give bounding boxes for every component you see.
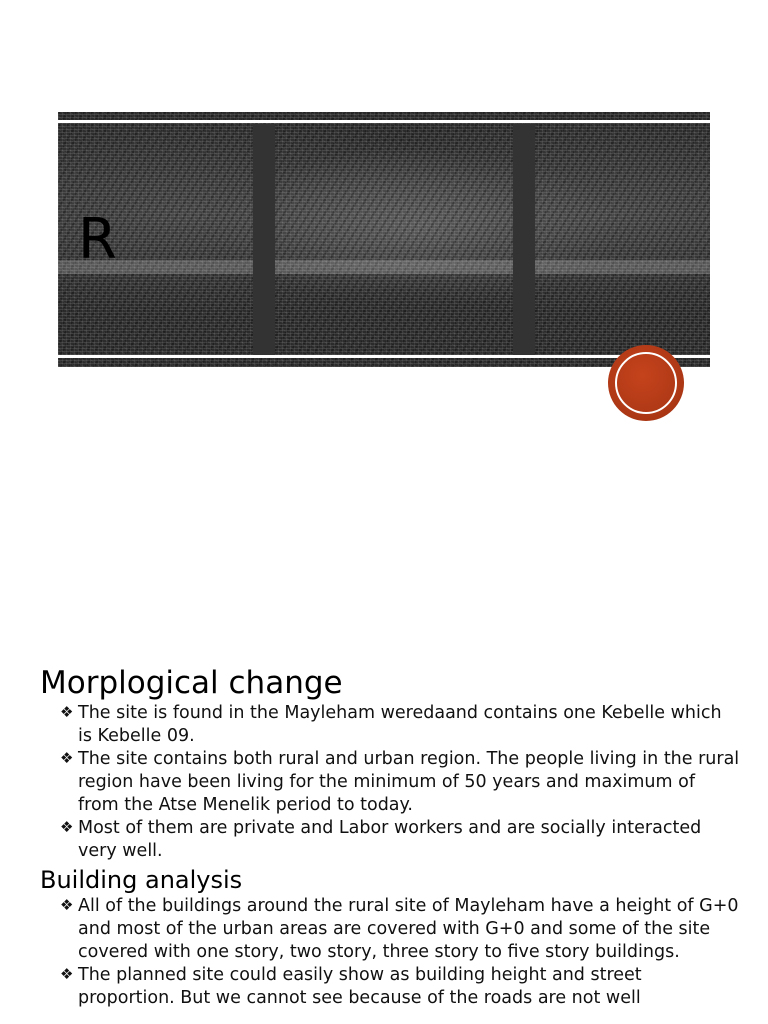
list-item-text: All of the buildings around the rural site of Mayleham have a height of G+0 and most of the urban areas are covered with G+0 and some of the site covered with one story, two story, three story to five story buildings. bbox=[78, 896, 739, 962]
diamond-bullet-icon: ❖ bbox=[60, 965, 74, 983]
list-item bbox=[40, 817, 740, 863]
slide-body bbox=[40, 664, 740, 1010]
diamond-bullet-icon: ❖ bbox=[60, 818, 74, 836]
list-item-text: The planned site could easily show as building height and street proportion. But we cannot see because of the roads are not well bbox=[78, 965, 642, 1008]
section-heading-building-analysis: Building analysis bbox=[40, 866, 243, 894]
list-item-text: The site contains both rural and urban region. The people living in the rural region have been living for the minimum of 50 years and maximum of from the Atse Menelik period to today. bbox=[78, 749, 740, 815]
list-item bbox=[40, 748, 740, 817]
diamond-bullet-icon: ❖ bbox=[60, 896, 74, 914]
diamond-bullet-icon: ❖ bbox=[60, 749, 74, 767]
banner-vertical-band bbox=[253, 124, 275, 355]
section-heading-morphological-change: Morplogical change bbox=[40, 665, 343, 701]
list-item bbox=[40, 895, 740, 964]
accent-circle-ring bbox=[615, 352, 677, 414]
title-banner bbox=[58, 112, 710, 367]
bullet-list-morphological-change bbox=[40, 702, 740, 863]
banner-bottom-rule bbox=[58, 355, 710, 358]
list-item-text: The site is found in the Mayleham weredaand contains one Kebelle which is Kebelle 09. bbox=[78, 703, 722, 746]
accent-circle-icon bbox=[608, 345, 684, 421]
banner-texture-strip bbox=[58, 260, 710, 274]
slide-title: R bbox=[78, 207, 117, 272]
list-item bbox=[40, 964, 740, 1010]
banner-top-rule bbox=[58, 120, 710, 123]
diamond-bullet-icon: ❖ bbox=[60, 703, 74, 721]
bullet-list-building-analysis bbox=[40, 895, 740, 1010]
list-item-text: Most of them are private and Labor workers and are socially interacted very well. bbox=[78, 818, 702, 861]
banner-vertical-band bbox=[513, 124, 535, 355]
list-item bbox=[40, 702, 740, 748]
